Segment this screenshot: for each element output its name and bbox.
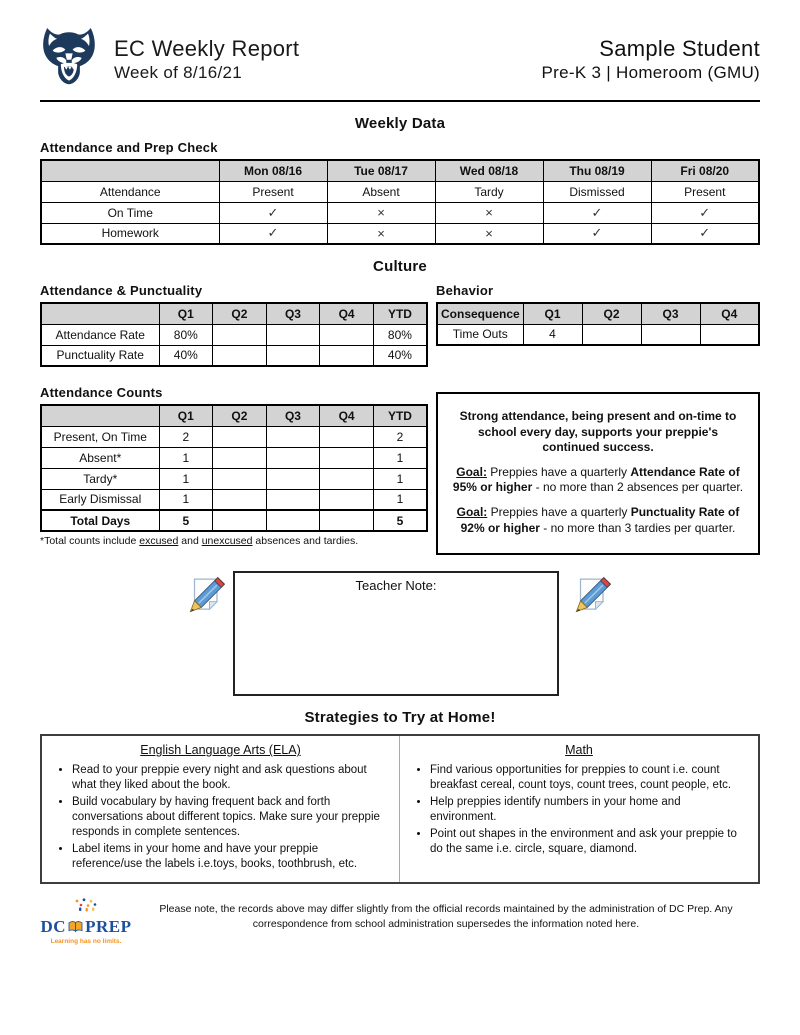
dcprep-tagline: Learning has no limits. <box>50 937 122 945</box>
table-cell <box>213 468 267 489</box>
pencil-edit-icon[interactable] <box>573 575 613 620</box>
row-label: Time Outs <box>437 324 523 345</box>
goal-attendance <box>448 465 748 496</box>
table-row <box>41 181 759 202</box>
column-header <box>41 303 159 324</box>
check-mark: ✓ <box>219 223 327 244</box>
column-header: Tue 08/17 <box>327 160 435 181</box>
table-cell <box>700 324 759 345</box>
table-cell: 40% <box>159 345 213 366</box>
table-cell: 1 <box>159 489 213 510</box>
row-label: Tardy* <box>41 468 159 489</box>
goal-bold-text: Punctuality Rate of 92% or higher <box>460 504 740 535</box>
table-row <box>437 324 759 345</box>
row-label: Absent* <box>41 447 159 468</box>
table-cell <box>213 426 267 447</box>
goal-text: Preppies have a quarterly <box>487 504 631 519</box>
table-cell <box>641 324 700 345</box>
section-title-weekly-data: Weekly Data <box>354 115 446 132</box>
report-week: Week of 8/16/21 <box>114 63 242 83</box>
table-cell <box>320 345 374 366</box>
strategies-ela-column <box>42 736 400 882</box>
strategies-math-column <box>400 736 758 882</box>
row-label: Early Dismissal <box>41 489 159 510</box>
table-cell: Dismissed <box>543 181 651 202</box>
goal-text: Preppies have a quarterly <box>486 464 631 479</box>
x-mark: × <box>435 223 543 244</box>
table-cell: 5 <box>159 510 213 531</box>
attendance-counts-label: Attendance Counts <box>40 385 163 400</box>
table-cell <box>266 447 320 468</box>
list-item: • Find various opportunities for preppies to count i.e. count breakfast cereal, count toys, count trees, count people, etc. <box>430 763 746 793</box>
table-row-total <box>41 510 427 531</box>
table-header-row <box>41 303 427 324</box>
goal-text: - no more than 3 tardies per quarter. <box>539 520 736 535</box>
column-header: Q2 <box>582 303 641 324</box>
table-row <box>41 202 759 223</box>
list-item: • Help preppies identify numbers in your home and environment. <box>430 795 746 825</box>
goal-bold-text: Attendance Rate of 95% or higher <box>452 464 740 495</box>
dcprep-prep-text: PREP <box>85 916 132 936</box>
goals-block <box>436 377 760 555</box>
goal-text: - no more than 2 absences per quarter. <box>532 480 744 495</box>
report-footer <box>40 898 760 945</box>
table-cell <box>213 447 267 468</box>
attendance-counts-block <box>40 377 428 547</box>
table-cell: Present <box>651 181 759 202</box>
column-header: Consequence <box>437 303 523 324</box>
attendance-punctuality-block <box>40 275 428 367</box>
table-header-row <box>437 303 759 324</box>
table-cell: 2 <box>159 426 213 447</box>
column-header: Mon 08/16 <box>219 160 327 181</box>
check-mark: ✓ <box>651 223 759 244</box>
strategies-box <box>40 734 760 884</box>
table-cell <box>582 324 641 345</box>
column-header: Q2 <box>213 303 267 324</box>
confetti-figures-icon <box>57 898 115 912</box>
counts-footnote <box>40 535 428 547</box>
table-cell <box>266 468 320 489</box>
table-cell: 1 <box>159 468 213 489</box>
student-name: Sample Student <box>599 35 760 61</box>
footnote-text: absences and tardies. <box>252 535 359 547</box>
table-cell: 80% <box>159 324 213 345</box>
table-cell: Present <box>219 181 327 202</box>
teacher-note-section <box>40 571 760 696</box>
teacher-note-label: Teacher Note: <box>355 578 437 594</box>
row-label: On Time <box>41 202 219 223</box>
column-header: YTD <box>373 303 427 324</box>
behavior-table <box>436 302 760 346</box>
footnote-text: *Total counts include <box>40 535 140 547</box>
math-heading: Math <box>565 743 593 758</box>
column-header: Q1 <box>159 303 213 324</box>
section-title-strategies: Strategies to Try at Home! <box>304 709 496 727</box>
row-label: Total Days <box>41 510 159 531</box>
footnote-text: and <box>178 535 202 547</box>
footnote-excused: excused <box>139 535 179 547</box>
attendance-counts-table <box>40 404 428 532</box>
report-title: EC Weekly Report <box>114 35 300 61</box>
check-mark: ✓ <box>651 202 759 223</box>
footnote-unexcused: unexcused <box>201 535 253 547</box>
attendance-punctuality-label: Attendance & Punctuality <box>40 283 203 298</box>
dcprep-logo <box>40 898 132 945</box>
x-mark: × <box>327 202 435 223</box>
table-row <box>41 426 427 447</box>
row-label: Present, On Time <box>41 426 159 447</box>
x-mark: × <box>435 202 543 223</box>
table-cell: 2 <box>373 426 427 447</box>
pencil-edit-icon[interactable] <box>187 575 227 620</box>
column-header: Q3 <box>266 303 320 324</box>
table-cell: 1 <box>373 468 427 489</box>
table-row <box>41 447 427 468</box>
table-cell <box>320 468 374 489</box>
row-label: Attendance <box>41 181 219 202</box>
prep-check-label: Attendance and Prep Check <box>40 140 218 155</box>
table-cell <box>320 510 374 531</box>
table-row <box>41 345 427 366</box>
column-header: Q2 <box>213 405 267 426</box>
list-item: • Point out shapes in the environment and ask your preppie to do the same i.e. circle, square, diamond. <box>430 827 746 857</box>
list-item: • Label items in your home and have your preppie reference/use the labels i.e.toys, books, toothbrush, etc. <box>72 842 387 872</box>
table-cell <box>266 510 320 531</box>
table-cell <box>266 324 320 345</box>
table-cell: Absent <box>327 181 435 202</box>
dcprep-dc-text: DC <box>40 916 67 936</box>
header-divider <box>40 100 760 102</box>
goal-label: Goal: <box>456 464 487 479</box>
behavior-label: Behavior <box>436 283 494 298</box>
footer-disclaimer: Please note, the records above may differ slightly from the official records maintained by the administration of DC Prep. Any correspondence from school administration supersedes the information noted here. <box>159 902 733 930</box>
table-row <box>41 468 427 489</box>
report-header <box>40 0 760 93</box>
math-bullet-list <box>412 763 746 857</box>
goal-punctuality <box>448 505 748 536</box>
attendance-punctuality-table <box>40 302 428 367</box>
table-cell <box>320 426 374 447</box>
table-cell <box>320 489 374 510</box>
row-label: Attendance Rate <box>41 324 159 345</box>
table-row <box>41 223 759 244</box>
table-cell: 4 <box>523 324 582 345</box>
table-cell <box>266 426 320 447</box>
column-header: Wed 08/18 <box>435 160 543 181</box>
goal-intro: Strong attendance, being present and on-time to school every day, supports your preppie's continued success. <box>459 409 737 455</box>
table-header-row <box>41 405 427 426</box>
table-row <box>41 489 427 510</box>
student-info <box>542 35 760 85</box>
row-label: Punctuality Rate <box>41 345 159 366</box>
teacher-note-box <box>233 571 559 696</box>
column-header: Q1 <box>159 405 213 426</box>
table-cell <box>213 345 267 366</box>
table-cell: 5 <box>373 510 427 531</box>
header-titles <box>114 35 299 85</box>
table-cell <box>213 510 267 531</box>
table-cell <box>213 324 267 345</box>
table-cell <box>266 345 320 366</box>
goal-box <box>436 392 760 555</box>
row-label: Homework <box>41 223 219 244</box>
behavior-block <box>436 275 760 346</box>
prep-check-table <box>40 159 760 245</box>
table-cell <box>320 447 374 468</box>
list-item: • Build vocabulary by having frequent back and forth conversations about different topics. Make sure your preppie responds in complete sentences. <box>72 795 387 840</box>
list-item: • Read to your preppie every night and ask questions about what they liked about the book. <box>72 763 387 793</box>
column-header: Q1 <box>523 303 582 324</box>
ela-bullet-list <box>54 763 387 872</box>
column-header: Fri 08/20 <box>651 160 759 181</box>
column-header: Thu 08/19 <box>543 160 651 181</box>
table-cell <box>213 489 267 510</box>
check-mark: ✓ <box>543 223 651 244</box>
table-cell: 40% <box>373 345 427 366</box>
ela-heading: English Language Arts (ELA) <box>140 743 301 758</box>
table-cell <box>266 489 320 510</box>
column-header: Q3 <box>641 303 700 324</box>
column-header: YTD <box>373 405 427 426</box>
goal-label: Goal: <box>456 504 488 519</box>
column-header: Q3 <box>266 405 320 426</box>
x-mark: × <box>327 223 435 244</box>
open-book-icon <box>68 920 83 933</box>
table-cell: 1 <box>373 489 427 510</box>
table-cell: 1 <box>373 447 427 468</box>
table-cell: Tardy <box>435 181 543 202</box>
check-mark: ✓ <box>219 202 327 223</box>
section-title-culture: Culture <box>373 258 427 275</box>
column-header: Q4 <box>320 303 374 324</box>
table-header-row <box>41 160 759 181</box>
column-header: Q4 <box>700 303 759 324</box>
table-cell: 80% <box>373 324 427 345</box>
column-header: Q4 <box>320 405 374 426</box>
column-header <box>41 160 219 181</box>
check-mark: ✓ <box>543 202 651 223</box>
panther-logo-icon <box>40 26 98 93</box>
table-cell <box>320 324 374 345</box>
table-cell: 1 <box>159 447 213 468</box>
column-header <box>41 405 159 426</box>
table-row <box>41 324 427 345</box>
student-class: Pre-K 3 | Homeroom (GMU) <box>541 63 760 83</box>
